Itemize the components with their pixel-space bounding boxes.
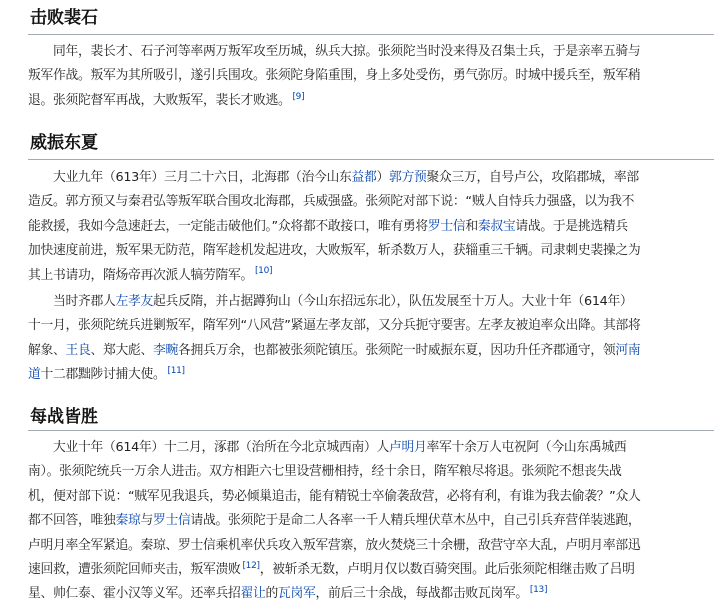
text-run: 机，便对部下说：“贼军见我退兵，势必倾巢追击，能有精锐士卒偷袭敌营，必将有利，有谁为我去偷袭？”众人 xyxy=(28,488,641,504)
text-run: 请战。张须陀于是命二人各率一千人精兵埋伏草木丛中，自己引兵弃营佯装逃跑， xyxy=(190,513,641,529)
section-heading-every-battle-won: 每战皆胜 xyxy=(30,407,98,427)
wiki-link[interactable]: 卢明月 xyxy=(388,440,427,455)
paragraph-line xyxy=(28,89,718,113)
wiki-link[interactable]: 李畹 xyxy=(153,342,178,358)
citation-link[interactable]: [11] xyxy=(167,365,185,376)
text-run: 解象、 xyxy=(28,342,66,358)
text-run: 能救援，我如今急速赶去，一定能击破他们。”众将都不敢接口，唯有勇将 xyxy=(28,218,428,234)
paragraph-line xyxy=(28,460,718,484)
citation-link[interactable]: [12] xyxy=(242,560,260,571)
paragraph-line xyxy=(28,239,718,263)
text-run: 率军十余万人屯祝阿（今山东禹城西 xyxy=(426,440,627,455)
paragraph-line xyxy=(28,363,718,387)
paragraph-line xyxy=(28,215,718,239)
text-run: 都不回答，唯独 xyxy=(28,513,116,529)
paragraph-line xyxy=(28,264,718,288)
wiki-link[interactable]: 罗士信 xyxy=(152,513,191,529)
text-run: 各拥兵万余，也都被张须陀镇压。张须陀一时威振东夏，因功升任齐郡通守，领 xyxy=(178,342,616,358)
text-run: ，被斩杀无数，卢明月仅以数百骑突围。此后张须陀相继击败了吕明 xyxy=(259,561,635,577)
paragraph-line xyxy=(28,314,718,338)
paragraph-line xyxy=(28,436,718,460)
paragraph-line xyxy=(28,166,718,190)
section-heading-weizhen-dongxia: 威振东夏 xyxy=(30,133,98,153)
text-run: 大业十年（614年）十二月，涿郡（治所在今北京城西南）人 xyxy=(28,440,389,455)
text-run: 和 xyxy=(465,218,478,234)
text-run: 十一月，张须陀统兵进剿叛军，隋军列“八风营”紧逼左孝友部，又分兵扼守要害。左孝友被迫率众出降。其部将 xyxy=(28,318,641,334)
paragraph-line xyxy=(28,290,718,314)
section-paragraph xyxy=(28,290,718,388)
text-run: 、郑大彪、 xyxy=(90,342,153,358)
citation-link[interactable]: [10] xyxy=(254,266,273,277)
paragraph-line xyxy=(28,582,718,606)
text-run: 当时齐郡人 xyxy=(28,294,116,309)
section-divider xyxy=(28,34,714,35)
text-run: 十二郡黜陟讨捕大使。 xyxy=(40,367,166,383)
paragraph-line xyxy=(28,40,718,64)
section-heading-defeat-pei-shi: 击败裴石 xyxy=(30,8,98,28)
wiki-link[interactable]: 瓦岗军 xyxy=(277,586,316,602)
text-run: 其上书请功，隋炀帝再次派人犒劳隋军。 xyxy=(28,267,253,283)
text-run: 请战。于是挑选精兵 xyxy=(515,218,628,234)
section-divider xyxy=(28,430,714,431)
citation-link[interactable]: [9] xyxy=(292,91,305,102)
text-run: 南）。张须陀统兵一万余人进击。双方相距六七里设营栅相持，经十余日，隋军粮尽将退。张须陀不想丧失战 xyxy=(28,464,622,480)
paragraph-line xyxy=(28,485,718,509)
wiki-link[interactable]: 秦琼 xyxy=(115,513,141,529)
text-run: 大业九年（613年）三月二十六日，北海郡（治今山东 xyxy=(28,170,352,185)
wiki-link[interactable]: 道 xyxy=(28,367,41,383)
text-run: 造反。郭方预又与秦君弘等叛军联合围攻北海郡，兵威强盛。张须陀对部下说：“贼人自恃兵力强盛，以为我不 xyxy=(28,194,635,210)
section-paragraph xyxy=(28,166,718,288)
paragraph-line xyxy=(28,509,718,533)
text-run: 聚众三万，自号卢公，攻陷郡城，率部 xyxy=(426,170,639,185)
text-run: 同年，裴长才、石子河等率两万叛军攻至历城，纵兵大掠。张须陀当时没来得及召集士兵，于是亲率五骑与 xyxy=(28,44,641,59)
text-run: ，前后三十余战，每战都击败瓦岗军。 xyxy=(315,586,528,602)
paragraph-line xyxy=(28,558,718,582)
text-run: 与 xyxy=(140,513,153,529)
text-run: 加快速度前进，叛军果无防范，隋军趁机发起进攻，大败叛军，斩杀数万人，获辎重三千辆。司隶刺史裴操之为 xyxy=(28,243,641,259)
citation-link[interactable]: [13] xyxy=(529,585,548,596)
text-run: ） xyxy=(376,170,389,185)
section-paragraph xyxy=(28,436,718,607)
wiki-link[interactable]: 郭方预 xyxy=(388,170,427,185)
text-run: 卢明月率全军紧追。秦琼、罗士信乘机率伏兵攻入叛军营寨，放火焚烧三十余栅，敌营守卒大乱，卢明月率部迅 xyxy=(28,537,641,553)
paragraph-line xyxy=(28,339,718,363)
section-paragraph xyxy=(28,40,718,113)
section-divider xyxy=(28,159,714,160)
text-run: 退。张须陀督军再战，大败叛军，裴长才败逃。 xyxy=(28,92,291,108)
wiki-link[interactable]: 益都 xyxy=(351,170,377,185)
paragraph-line xyxy=(28,64,718,88)
wiki-link[interactable]: 秦叔宝 xyxy=(477,218,516,234)
text-run: 速回救，遭张须陀回师夹击，叛军溃败 xyxy=(28,561,241,577)
wiki-link[interactable]: 翟让 xyxy=(240,586,266,602)
wiki-link[interactable]: 左孝友 xyxy=(115,294,153,309)
text-run: 的 xyxy=(265,586,278,602)
wiki-link[interactable]: 罗士信 xyxy=(427,218,466,234)
paragraph-line xyxy=(28,190,718,214)
paragraph-line xyxy=(28,534,718,558)
text-run: 起兵反隋，并占据蹲狗山（今山东招远东北），队伍发展至十万人。大业十年（614年） xyxy=(152,294,633,309)
wiki-link[interactable]: 王良 xyxy=(65,342,91,358)
wiki-link[interactable]: 河南 xyxy=(615,342,641,358)
text-run: 叛军作战。叛军为其所吸引，遂引兵围攻。张须陀身陷重围，身上多处受伤，勇气弥厉。时城中援兵至，叛军稍 xyxy=(28,68,641,84)
text-run: 星、帅仁泰、霍小汉等义军。还率兵招 xyxy=(28,586,241,602)
